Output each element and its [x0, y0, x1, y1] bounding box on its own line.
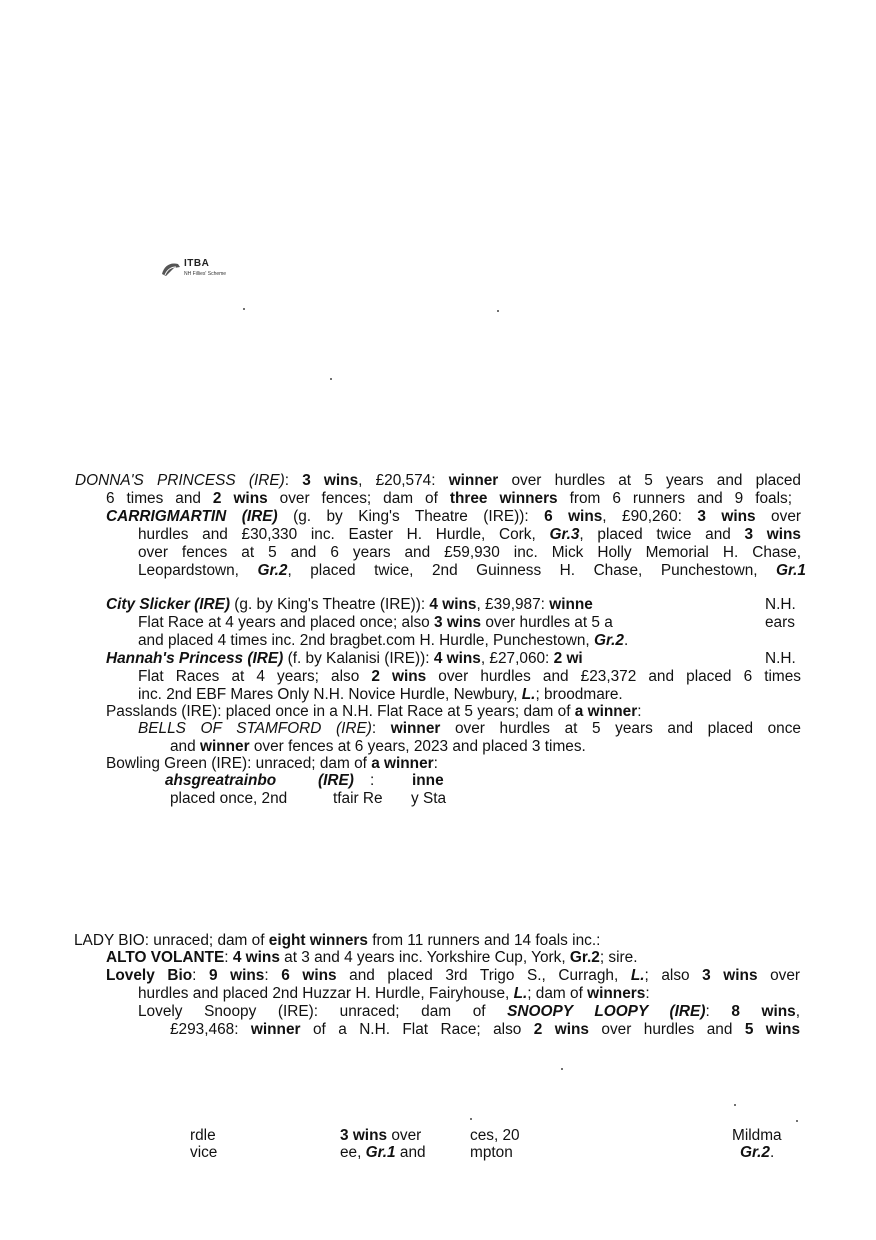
listed-label: L. — [513, 985, 528, 1002]
text: , £27,060: — [480, 650, 554, 667]
text: and placed 4 times inc. 2nd bragbet.com H. Hurdle, Punchestown, — [138, 632, 594, 649]
text: over hurdles at 5 a — [481, 614, 613, 631]
text: (f. by Kalanisi (IRE)): — [283, 650, 434, 667]
text: over — [755, 508, 801, 525]
text: hurdles and placed 2nd Huzzar H. Hurdle, Fairyhouse, — [138, 985, 514, 1002]
text: : — [371, 720, 391, 737]
text: , — [795, 1003, 800, 1020]
text-line — [138, 614, 613, 632]
listed-label: L. — [521, 686, 536, 703]
text: : — [264, 967, 282, 984]
scan-speck — [497, 310, 499, 312]
text-line — [138, 985, 650, 1003]
grade-label: Gr.3 — [549, 526, 580, 543]
text: : — [637, 703, 642, 720]
text: Lovely Snoopy (IRE): unraced; dam of — [138, 1003, 508, 1020]
text: . — [769, 1144, 775, 1161]
passlands-line — [106, 703, 642, 721]
text: : — [705, 1003, 732, 1020]
wins-count: 3 wins — [702, 967, 758, 984]
text-fragment: rdle — [190, 1127, 216, 1144]
wins-count: 3 wins — [434, 614, 482, 631]
wins-count: 4 wins — [429, 596, 477, 613]
text: : — [192, 967, 209, 984]
wins-count: 2 wins — [212, 490, 268, 507]
winner-text: winner — [390, 720, 441, 737]
wins-count: 2 wins — [371, 668, 427, 685]
bells-of-stamford-line — [138, 720, 801, 738]
winners-count: winners — [587, 985, 646, 1002]
text-line — [138, 686, 623, 704]
alto-volante-line — [106, 949, 638, 967]
scan-speck — [561, 1068, 563, 1070]
text: , £90,260: — [602, 508, 698, 525]
scan-speck — [734, 1104, 736, 1106]
wins-count: 6 wins — [281, 967, 337, 984]
grade-label: Gr.2 — [257, 562, 288, 579]
text: LADY BIO: unraced; dam of — [74, 932, 269, 949]
city-slicker-line — [106, 596, 593, 614]
itba-logo — [160, 258, 260, 282]
text-fragment: Mildma — [732, 1127, 782, 1144]
text: of a N.H. Flat Race; also — [300, 1021, 534, 1038]
text-fragment: inne — [412, 772, 444, 789]
text: inc. 2nd EBF Mares Only N.H. Novice Hurdle, Newbury, — [138, 686, 522, 703]
winner-text: winner — [448, 472, 499, 489]
text: £293,468: — [170, 1021, 251, 1038]
text: , placed twice and — [579, 526, 745, 543]
text: : — [645, 985, 650, 1002]
text-fragment — [340, 1127, 421, 1145]
text-fragment: placed once, 2nd — [170, 790, 288, 807]
scan-speck — [470, 1118, 472, 1120]
text: Bowling Green (IRE): unraced; dam of — [106, 755, 372, 772]
text: : — [433, 755, 438, 772]
hannahs-princess-line — [106, 650, 583, 668]
text: ; also — [644, 967, 703, 984]
horse-name: Lovely Bio — [106, 967, 193, 984]
text: (g. by King's Theatre (IRE)): — [277, 508, 545, 525]
text: Flat Races at 4 years; also — [138, 668, 372, 685]
text-line — [106, 490, 792, 508]
wins-count: 2 wins — [533, 1021, 589, 1038]
text: over hurdles and — [589, 1021, 745, 1038]
text: , £20,574: — [358, 472, 449, 489]
grade-label: Gr.2 — [740, 1144, 770, 1161]
lovely-snoopy-line — [138, 1003, 800, 1021]
text: over hurdles at 5 years and placed once — [440, 720, 801, 737]
grade-label: Gr.2 — [569, 949, 600, 966]
text: over fences at 5 and 6 years and £59,930 inc. Mick Holly Memorial H. Chase, — [138, 544, 801, 561]
text: from 6 runners and 9 foals; — [557, 490, 792, 507]
text-line — [138, 526, 801, 544]
winner-text: winner — [199, 738, 250, 755]
wins-count: 3 wins — [302, 472, 359, 489]
text: ; sire. — [599, 949, 638, 966]
horse-name: Hannah's Princess (IRE) — [106, 650, 284, 667]
horse-name: SNOOPY LOOPY (IRE) — [507, 1003, 706, 1020]
text: ; broodmare. — [535, 686, 623, 703]
text-fragment: : — [370, 772, 375, 789]
winners-count: eight winners — [268, 932, 368, 949]
text: . — [623, 632, 629, 649]
text: ee, — [340, 1144, 366, 1161]
text: and — [395, 1144, 426, 1161]
scan-speck — [243, 308, 245, 310]
text: and placed 3rd Trigo S., Curragh, — [336, 967, 631, 984]
text-fragment: (IRE) — [318, 772, 354, 789]
listed-label: L. — [630, 967, 645, 984]
wins-count: 4 wins — [232, 949, 280, 966]
text-fragment: N.H. — [765, 596, 796, 613]
horse-name: BELLS OF STAMFORD (IRE) — [138, 720, 372, 737]
wins-count: 3 wins — [744, 526, 801, 543]
text: and — [170, 738, 200, 755]
horse-name-fragment: ahsgreatrainbo — [165, 772, 277, 789]
text: , placed twice, 2nd Guinness H. Chase, Punchestown, — [287, 562, 777, 579]
text: 6 times and — [106, 490, 213, 507]
text: , £39,987: — [476, 596, 550, 613]
text: : — [224, 949, 233, 966]
lady-bio-line — [74, 932, 600, 950]
text-fragment: ears — [765, 614, 795, 631]
text: over fences; dam of — [267, 490, 450, 507]
text: over hurdles at 5 years and placed — [498, 472, 801, 489]
bowling-green-line — [106, 755, 438, 773]
text-fragment: ces, 20 — [470, 1127, 520, 1144]
grade-label: Gr.2 — [594, 632, 624, 649]
wins-count: 3 wins — [697, 508, 756, 525]
text: hurdles and £30,330 inc. Easter H. Hurdle, Cork, — [138, 526, 550, 543]
text-line — [138, 544, 801, 562]
text-line — [170, 738, 586, 756]
text: Passlands (IRE): placed once in a N.H. Flat Race at 5 years; dam of — [106, 703, 575, 720]
wins-count: 6 wins — [544, 508, 603, 525]
text: ; dam of — [527, 985, 588, 1002]
wins-count: 2 wi — [553, 650, 583, 667]
lovely-bio-line — [106, 967, 800, 985]
winner-text: a winner — [371, 755, 434, 772]
wins-count: 8 wins — [731, 1003, 796, 1020]
grade-label: Gr.1 — [776, 562, 806, 579]
horse-head-icon — [160, 260, 182, 278]
text-line — [170, 1021, 800, 1039]
text: at 3 and 4 years inc. Yorkshire Cup, York, — [279, 949, 570, 966]
text-fragment: vice — [190, 1144, 218, 1161]
text: : — [284, 472, 303, 489]
wins-count: 3 wins — [340, 1127, 388, 1144]
text: (g. by King's Theatre (IRE)): — [230, 596, 430, 613]
text-line — [138, 562, 806, 580]
horse-name: City Slicker (IRE) — [106, 596, 231, 613]
text: over hurdles and £23,372 and placed 6 times — [426, 668, 801, 685]
winners-count: three winners — [449, 490, 558, 507]
scan-speck — [796, 1120, 798, 1122]
text-fragment: N.H. — [765, 650, 796, 667]
winner-text: winner — [250, 1021, 301, 1038]
text-line — [138, 632, 628, 650]
text: over — [757, 967, 801, 984]
winner-text: a winner — [574, 703, 638, 720]
text-fragment — [740, 1144, 774, 1162]
winner-text: winne — [549, 596, 593, 613]
logo-title: ITBA — [184, 258, 210, 269]
dam-name: DONNA'S PRINCESS (IRE) — [75, 472, 285, 489]
text-fragment: y Sta — [411, 790, 447, 807]
horse-name: CARRIGMARTIN (IRE) — [106, 508, 278, 525]
text: over — [387, 1127, 422, 1144]
wins-count: 4 wins — [433, 650, 481, 667]
scan-speck — [330, 378, 332, 380]
text: Flat Race at 4 years and placed once; also — [138, 614, 435, 631]
text: over fences at 6 years, 2023 and placed 3 times. — [249, 738, 586, 755]
logo-subtitle: NH Fillies' Scheme — [184, 271, 227, 277]
text-line — [138, 668, 801, 686]
text: Leopardstown, — [138, 562, 258, 579]
wins-count: 9 wins — [209, 967, 265, 984]
text-fragment — [340, 1144, 426, 1162]
carrigmartin-line — [106, 508, 801, 526]
wins-count: 5 wins — [744, 1021, 801, 1038]
grade-label: Gr.1 — [365, 1144, 396, 1161]
text-fragment: tfair Re — [333, 790, 383, 807]
donnas-princess-line — [75, 472, 801, 490]
horse-name: ALTO VOLANTE — [106, 949, 225, 966]
text: from 11 runners and 14 foals inc.: — [367, 932, 601, 949]
text-fragment: mpton — [470, 1144, 513, 1161]
